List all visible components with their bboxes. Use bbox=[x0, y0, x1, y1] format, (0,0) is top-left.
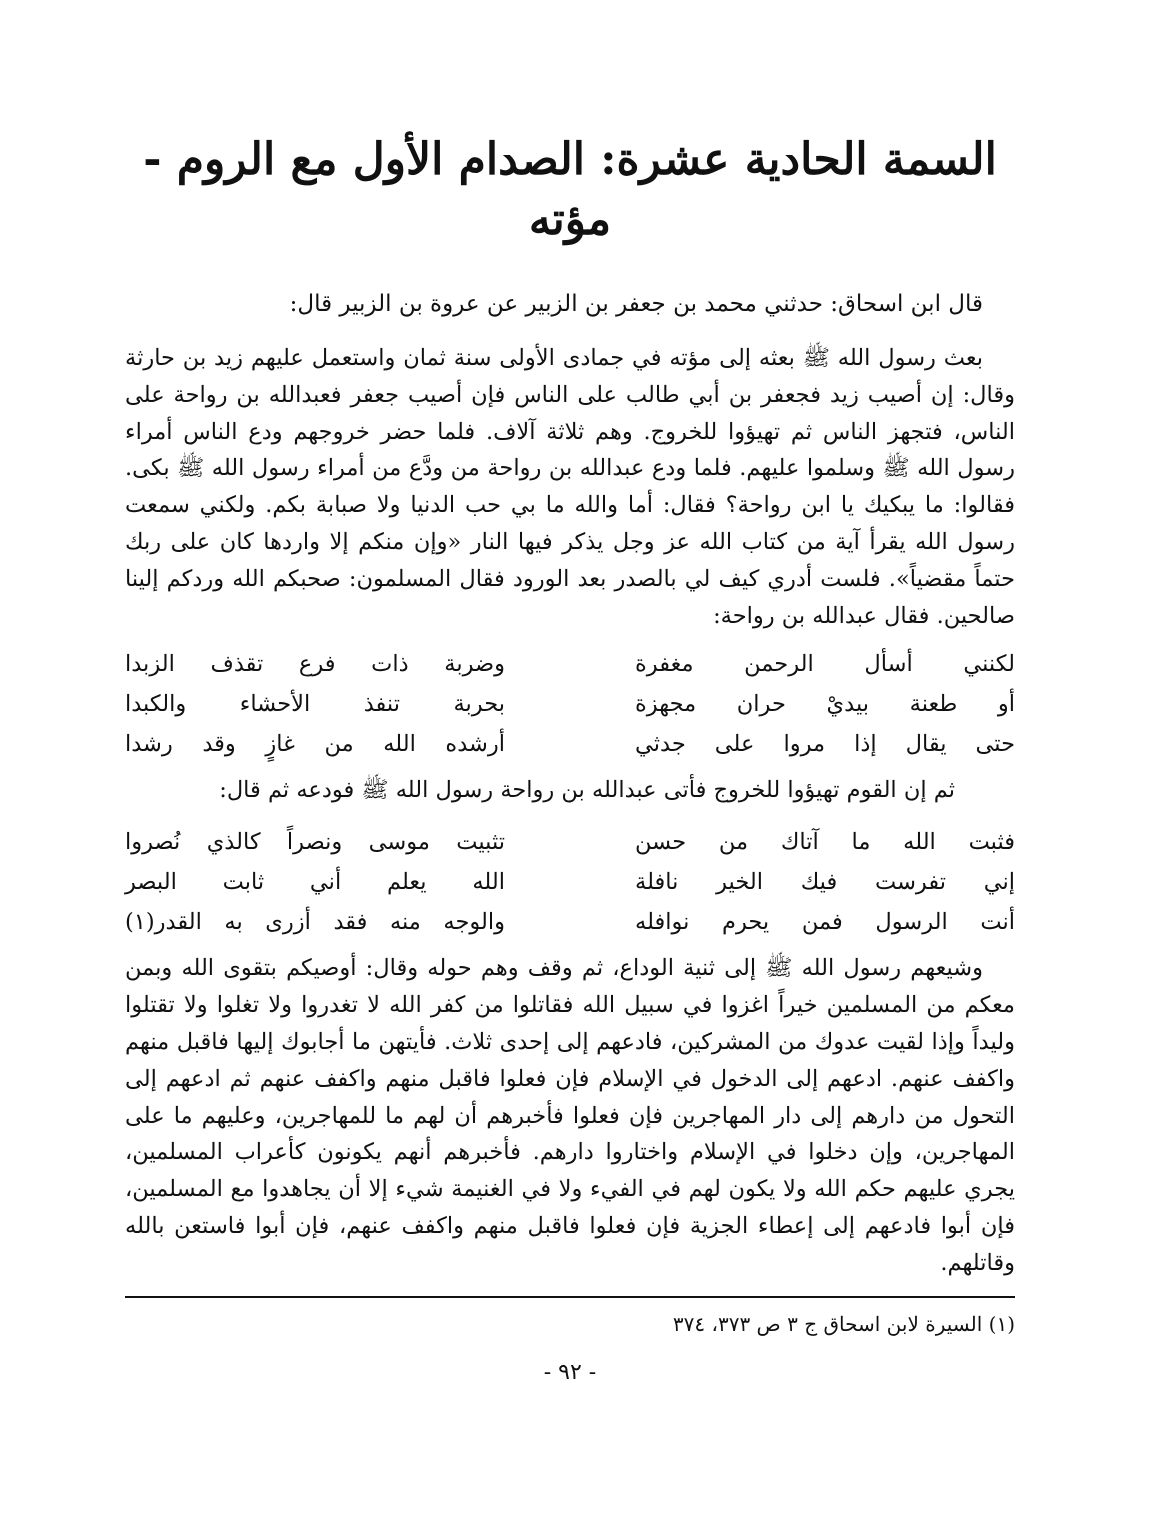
poem-second bbox=[125, 822, 1015, 942]
verse-first-hemistich: أنت الرسول فمن يحرم نوافله bbox=[635, 909, 1015, 936]
footnote: (١) السيرة لابن اسحاق ج ٣ ص ٣٧٣، ٣٧٤ bbox=[672, 1311, 1015, 1336]
page-number: - ٩٢ - bbox=[543, 1359, 597, 1385]
book-page bbox=[125, 130, 1015, 1390]
isnad-line: قال ابن اسحاق: حدثني محمد بن جعفر بن الزبير عن عروة بن الزبير قال: bbox=[289, 291, 983, 317]
poem-verse bbox=[125, 644, 1015, 684]
verse-second-hemistich: وضربة ذات فرع تقذف الزبدا bbox=[125, 651, 505, 678]
bridge-line: ثم إن القوم تهيؤوا للخروج فأتى عبدالله بن رواحة رسول الله ﷺ فودعه ثم قال: bbox=[219, 777, 955, 804]
poem-verse bbox=[125, 902, 1015, 942]
verse-second-hemistich: تثبيت موسى ونصراً كالذي نُصروا bbox=[125, 829, 505, 856]
verse-first-hemistich: أو طعنة بيديْ حران مجهزة bbox=[635, 691, 1015, 718]
poem-verse bbox=[125, 822, 1015, 862]
verse-second-hemistich: أرشده الله من غازٍ وقد رشدا bbox=[125, 731, 505, 758]
verse-first-hemistich: إني تفرست فيك الخير نافلة bbox=[635, 869, 1015, 896]
poem-first bbox=[125, 644, 1015, 764]
verse-second-hemistich: الله يعلم أني ثابت البصر bbox=[125, 869, 505, 896]
chapter-title: السمة الحادية عشرة: الصدام الأول مع الروم - مؤته bbox=[143, 134, 997, 245]
poem-verse bbox=[125, 724, 1015, 764]
verse-second-hemistich: والوجه منه فقد أزرى به القدر(١) bbox=[125, 909, 505, 936]
paragraph-expedition: بعث رسول الله ﷺ بعثه إلى مؤته في جمادى الأولى سنة ثمان واستعمل عليهم زيد بن حارثة وقال: إن أصيب زيد فجعفر بن أبي طالب على الناس فإن أصيب جعفر فعبدالله بن رواحة على الناس، فتجهز الناس ثم تهيؤوا للخروج. وهم ثلاثة آلاف. فلما حضر خروجهم ودع الناس أمراء رسول الله ﷺ وسلموا عليهم. فلما ودع عبدالله بن رواحة من ودَّع من أمراء رسول الله ﷺ بكى. فقالوا: ما يبكيك يا ابن رواحة؟ فقال: أما والله ما بي حب الدنيا ولا صبابة بكم. ولكني سمعت رسول الله يقرأ آية من كتاب الله عز وجل يذكر فيها النار «وإن منكم إلا واردها كان على ربك حتماً مقضياً». فلست أدري كيف لي بالصدر بعد الورود فقال المسلمون: صحبكم الله وردكم إلينا صالحين. فقال عبدالله بن رواحة: bbox=[125, 345, 1015, 629]
verse-first-hemistich: فثبت الله ما آتاك من حسن bbox=[635, 829, 1015, 856]
verse-first-hemistich: حتى يقال إذا مروا على جدثي bbox=[635, 731, 1015, 758]
verse-second-hemistich: بحربة تنفذ الأحشاء والكبدا bbox=[125, 691, 505, 718]
poem-verse bbox=[125, 862, 1015, 902]
verse-first-hemistich: لكنني أسأل الرحمن مغفرة bbox=[635, 651, 1015, 678]
footnote-divider bbox=[125, 1296, 1015, 1298]
paragraph-farewell: وشيعهم رسول الله ﷺ إلى ثنية الوداع، ثم وقف وهم حوله وقال: أوصيكم بتقوى الله وبمن معكم من المسلمين خيراً اغزوا في سبيل الله فقاتلوا من كفر الله لا تغدروا ولا تغلوا ولا تقتلوا وليداً وإذا لقيت عدوك من المشركين، فادعهم إلى إحدى ثلاث. فأيتهن ما أجابوك إليها فاقبل منهم واكفف عنهم. ادعهم إلى الدخول في الإسلام فإن فعلوا فاقبل منهم واكفف عنهم ثم ادعهم إلى التحول من دارهم إلى دار المهاجرين فإن فعلوا فأخبرهم أن لهم ما للمهاجرين، وعليهم ما على المهاجرين، وإن دخلوا في الإسلام واختاروا دارهم. فأخبرهم أنهم يكونون كأعراب المسلمين، يجري عليهم حكم الله ولا يكون لهم في الفيء ولا في الغنيمة شيء إلا أن يجاهدوا مع المسلمين، فإن أبوا فادعهم إلى إعطاء الجزية فإن فعلوا فاقبل منهم واكفف عنهم، فإن أبوا فاستعن بالله وقاتلهم. bbox=[125, 955, 1015, 1276]
poem-verse bbox=[125, 684, 1015, 724]
